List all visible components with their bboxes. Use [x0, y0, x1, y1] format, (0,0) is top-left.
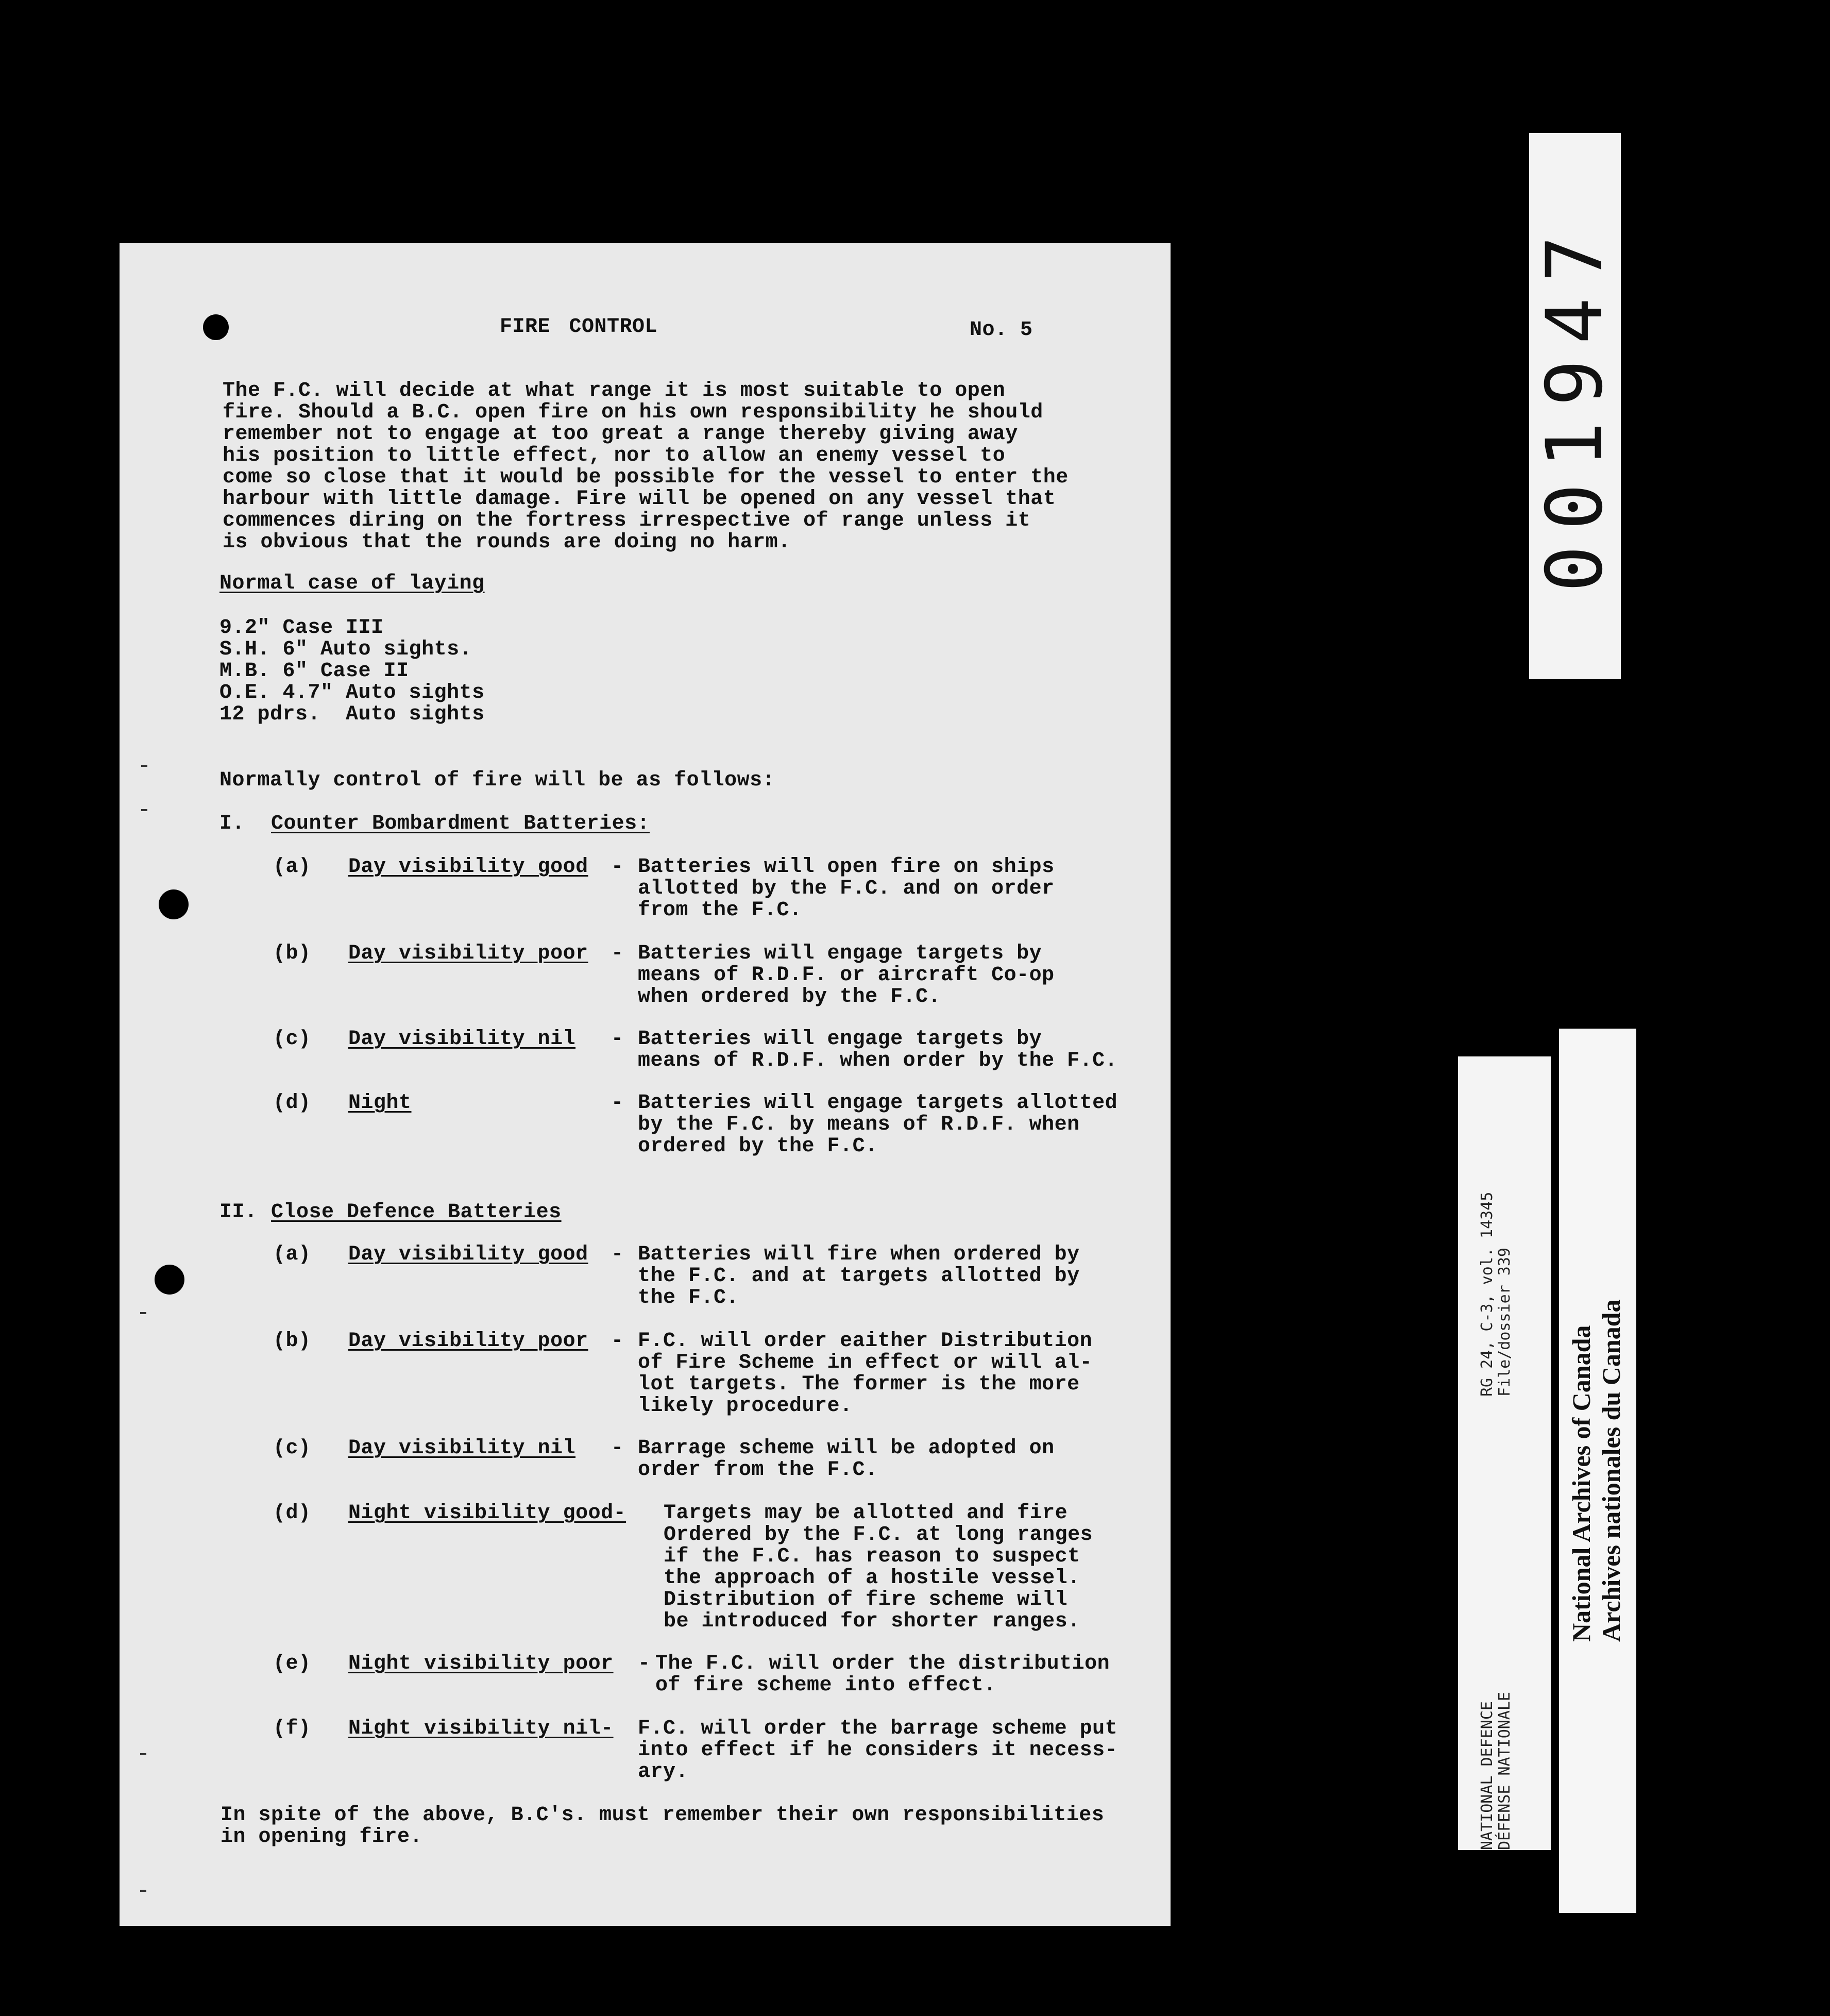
- margin-mark: [140, 1312, 146, 1314]
- document-page: [120, 243, 1171, 1926]
- item-text: The F.C. will order the distribution of fire scheme into effect.: [655, 1652, 1110, 1697]
- item-letter: (e): [273, 1652, 311, 1675]
- item-label: Night visibility nil-: [348, 1717, 614, 1740]
- item-letter: (a): [273, 1243, 311, 1266]
- item-text: F.C. will order the barrage scheme put into effect if he considers it necess- ary.: [638, 1717, 1118, 1784]
- item-letter: (c): [273, 1028, 311, 1051]
- page-number: No. 5: [970, 318, 1033, 342]
- item-text: Targets may be allotted and fire Ordered by the F.C. at long ranges if the F.C. has reason to suspect the approach of a hostile vessel. Distribution of fire scheme will be introduced for shorter ranges.: [664, 1502, 1093, 1633]
- item-dash: -: [611, 1028, 624, 1051]
- margin-mark: [141, 809, 147, 811]
- item-text: Batteries will fire when ordered by the F.C. and at targets allotted by the F.C.: [638, 1243, 1080, 1309]
- intro-paragraph: The F.C. will decide at what range it is most suitable to open fire. Should a B.C. open fire on his own responsibility he should remember not to engage at too great a range thereby giving away his position to little effect, nor to allow an enemy vessel to come so close that it would be possible for the vessel to enter the harbour with little damage. Fire will be opened on any vessel that commences diring on the fortress irrespective of range unless it is obvious that the rounds are doing no harm.: [223, 379, 1069, 554]
- margin-mark: [140, 1890, 146, 1892]
- control-intro: Normally control of fire will be as follows:: [219, 769, 775, 792]
- section-1-numeral: I.: [219, 812, 245, 835]
- item-letter: (d): [273, 1502, 311, 1525]
- item-dash: -: [611, 1330, 624, 1353]
- item-letter: (f): [273, 1717, 311, 1740]
- archive-reference: RG 24, C-3, vol. 14345 File/dossier 339: [1478, 1191, 1514, 1397]
- item-label: Day visibility good: [348, 855, 588, 879]
- punch-hole-top: [203, 314, 229, 340]
- section-2-numeral: II.: [219, 1201, 258, 1224]
- item-text: Batteries will engage targets by means of R.D.F. or aircraft Co-op when ordered by the F.C.: [638, 942, 1055, 1009]
- item-label: Night visibility poor: [348, 1652, 614, 1675]
- archive-reference-label: [1458, 1056, 1551, 1850]
- item-label: Day visibility poor: [348, 1330, 588, 1353]
- document-title: FIRE CONTROL: [500, 315, 658, 339]
- item-text: Batteries will engage targets by means of R.D.F. when order by the F.C.: [638, 1028, 1118, 1072]
- margin-mark: [141, 765, 147, 767]
- department-name: NATIONAL DEFENCE DÉFENSE NATIONALE: [1478, 1691, 1514, 1850]
- item-text: Batteries will open fire on ships allotted by the F.C. and on order from the F.C.: [638, 855, 1055, 922]
- punch-hole-lower: [155, 1265, 184, 1295]
- item-letter: (c): [273, 1437, 311, 1460]
- item-dash: -: [611, 1243, 624, 1266]
- item-text: Batteries will engage targets allotted by the F.C. by means of R.D.F. when ordered by the F.C.: [638, 1091, 1118, 1158]
- item-letter: (b): [273, 942, 311, 965]
- archive-institution-label: [1559, 1029, 1636, 1913]
- closing-paragraph: In spite of the above, B.C's. must remember their own responsibilities in opening fire.: [221, 1804, 1105, 1849]
- item-label: Day visibility good: [348, 1243, 588, 1266]
- section-2-heading: Close Defence Batteries: [271, 1201, 562, 1224]
- institution-name: National Archives of Canada Archives nationales du Canada: [1567, 1299, 1625, 1642]
- item-label: Day visibility nil: [348, 1437, 576, 1460]
- item-letter: (b): [273, 1330, 311, 1353]
- frame-number: 001947: [1530, 220, 1620, 592]
- item-dash: -: [611, 855, 624, 879]
- item-label: Day visibility poor: [348, 942, 588, 965]
- item-letter: (a): [273, 855, 311, 879]
- section-1-heading: Counter Bombardment Batteries:: [271, 812, 650, 835]
- item-text: Barrage scheme will be adopted on order from the F.C.: [638, 1437, 1055, 1482]
- item-label: Day visibility nil: [348, 1028, 576, 1051]
- item-text: F.C. will order eaither Distribution of Fire Scheme in effect or will al- lot targets. The former is the more likely procedure.: [638, 1330, 1093, 1418]
- margin-mark: [140, 1753, 146, 1755]
- laying-list: 9.2" Case III S.H. 6" Auto sights. M.B. 6" Case II O.E. 4.7" Auto sights 12 pdrs. Auto sights: [219, 616, 485, 726]
- item-label: Night: [348, 1091, 412, 1115]
- item-dash: -: [611, 942, 624, 965]
- item-label: Night visibility good-: [348, 1502, 626, 1525]
- item-dash: -: [611, 1437, 624, 1460]
- laying-heading: Normal case of laying: [219, 572, 485, 595]
- item-dash: -: [611, 1091, 624, 1115]
- item-dash: -: [638, 1652, 651, 1675]
- frame-number-card: [1529, 133, 1621, 679]
- punch-hole-middle: [159, 889, 189, 919]
- item-letter: (d): [273, 1091, 311, 1115]
